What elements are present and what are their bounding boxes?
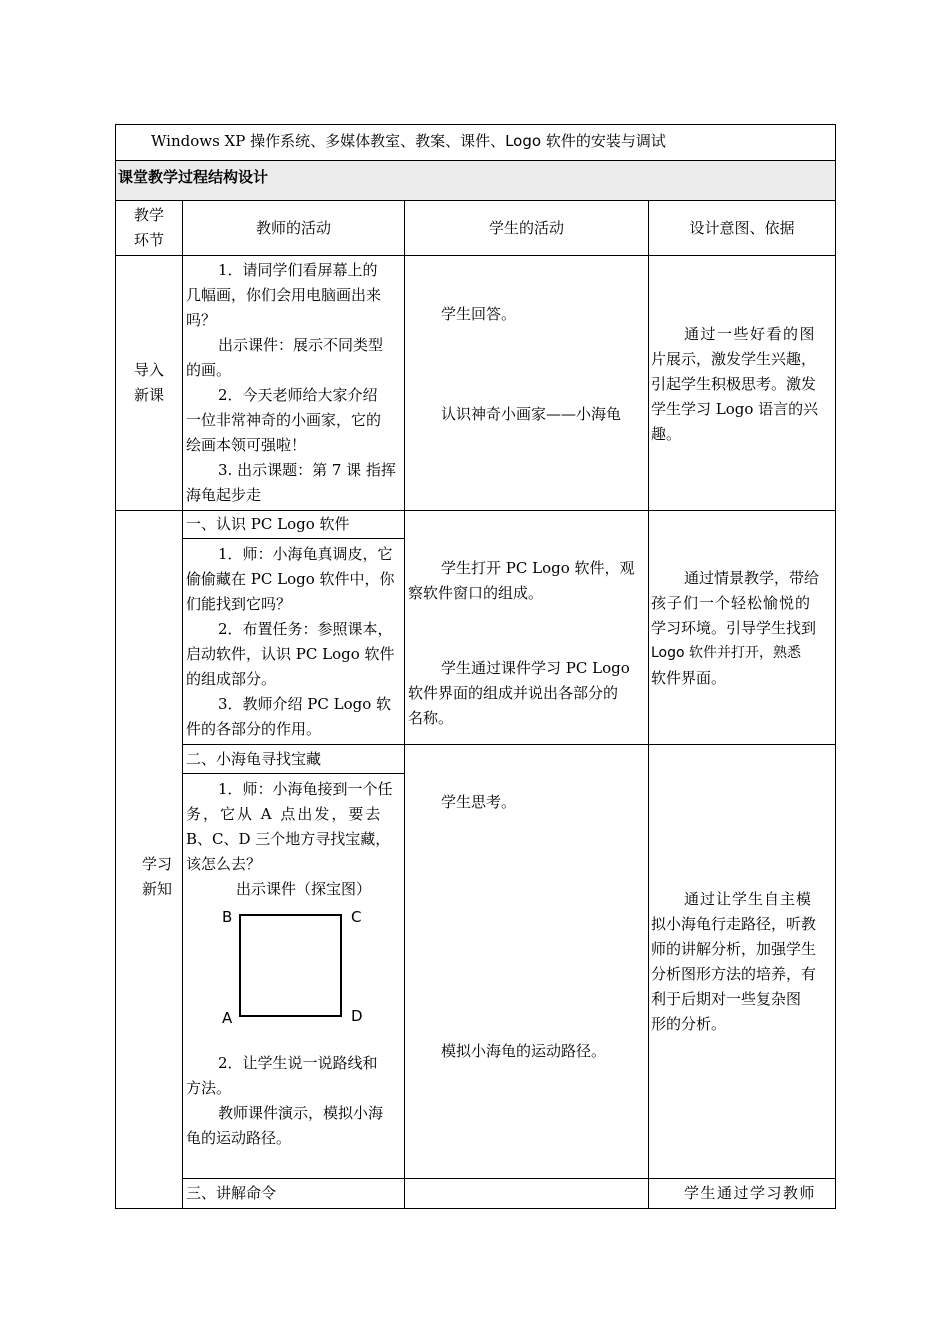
text-line: 1．师：小海龟接到一个任 [218, 780, 393, 798]
map-label-c: C [351, 908, 362, 926]
text-line: 方法。 [186, 1079, 232, 1097]
text-line: 吗？ [186, 311, 217, 329]
text-line: 师的讲解分析，加强学生 [651, 940, 817, 958]
text-line: 通过一些好看的图 [684, 325, 817, 343]
map-label-b: B [222, 908, 233, 926]
text-line: 学生打开 PC Logo 软件，观 [441, 559, 635, 577]
map-label-a: A [222, 1009, 233, 1027]
text-line: 2．今天老师给大家介绍 [218, 386, 378, 404]
section-title: 课堂教学过程结构设计 [118, 168, 269, 186]
text-line: 分析图形方法的培养，有 [651, 965, 817, 983]
text-line: 学生思考。 [441, 793, 517, 811]
text-line: 学生回答。 [441, 305, 517, 323]
treasure-map-diagram [218, 906, 368, 1031]
text-line: 学生学习 Logo 语言的兴 [651, 400, 819, 418]
text-line: 龟的运动路径。 [186, 1129, 292, 1147]
text-line: 3. 出示课题：第 7 课 指挥 [218, 461, 396, 479]
text-line: 拟小海龟行走路径，听教 [651, 915, 817, 933]
text-line: 务，它从 A 点出发，要去 [186, 805, 383, 823]
text-line: 出示课件：展示不同类型 [218, 336, 384, 354]
col-header-stage-line1: 教学 [133, 206, 164, 224]
text-line: 2．布置任务：参照课本， [218, 620, 393, 638]
stage-intro-line1: 导入 [133, 361, 164, 379]
text-line: 通过情景教学，带给 [684, 569, 820, 587]
text-line: 软件界面的组成并说出各部分的 [408, 684, 619, 702]
part1-heading: 一、认识 PC Logo 软件 [186, 515, 350, 533]
text-line: 趣。 [651, 425, 682, 443]
text-line: 形的分析。 [651, 1015, 727, 1033]
text-line: 1．师：小海龟真调皮，它 [218, 545, 393, 563]
text-line: 学习环境。引导学生找到 [651, 619, 817, 637]
stage-learn-line2: 新知 [141, 880, 172, 898]
text-line: 的组成部分。 [186, 670, 277, 688]
text-line: 的画。 [186, 361, 232, 379]
col-header-design: 设计意图、依据 [689, 219, 795, 237]
text-line: 孩子们一个轻松愉悦的 [651, 594, 812, 612]
environment-text [151, 129, 666, 154]
text-line: 片展示，激发学生兴趣， [651, 350, 817, 368]
text-line: 名称。 [408, 709, 454, 727]
stage-learn-line1: 学习 [141, 855, 172, 873]
treasure-map-square [239, 914, 342, 1017]
text-line: 几幅画，你们会用电脑画出来 [186, 286, 382, 304]
part3-heading: 三、讲解命令 [186, 1184, 277, 1202]
text-line: B、C、D 三个地方寻找宝藏， [186, 830, 391, 848]
text-line: 一位非常神奇的小画家，它的 [186, 411, 382, 429]
col-header-teacher: 教师的活动 [255, 219, 331, 237]
text-line: 件的各部分的作用。 [186, 720, 322, 738]
text-line: 出示课件（探宝图） [236, 880, 372, 898]
text-line: 偷偷藏在 PC Logo 软件中，你 [186, 570, 395, 588]
text-line: 模拟小海龟的运动路径。 [441, 1042, 607, 1060]
part3-design-intent: 学生通过学习教师 [684, 1184, 817, 1202]
text-line: 学生通过课件学习 PC Logo [441, 659, 630, 677]
text-line: 软件界面。 [651, 669, 727, 687]
col-header-student: 学生的活动 [488, 219, 564, 237]
text-line: 绘画本领可强啦！ [186, 436, 307, 454]
text-line: 察软件窗口的组成。 [408, 584, 544, 602]
text-line: Logo 软件并打开，熟悉 [651, 645, 802, 661]
part2-heading: 二、小海龟寻找宝藏 [186, 750, 322, 768]
text-line: 引起学生积极思考。激发 [651, 375, 817, 393]
text-line: 启动软件，认识 PC Logo 软件 [186, 645, 395, 663]
environment-text-logo: Logo [505, 132, 542, 150]
text-line: 1．请同学们看屏幕上的 [218, 261, 378, 279]
stage-intro-line2: 新课 [133, 386, 164, 404]
text-line: 海龟起步走 [186, 486, 262, 504]
text-line: 该怎么去？ [186, 855, 262, 873]
text-line: 利于后期对一些复杂图 [651, 990, 802, 1008]
environment-text-part1: Windows XP 操作系统、多媒体教室、教案、课件、 [151, 132, 506, 150]
map-label-d: D [351, 1007, 363, 1025]
text-line: 认识神奇小画家——小海龟 [441, 405, 622, 423]
environment-text-part2: 软件的安装与调试 [541, 132, 666, 150]
text-line: 教师课件演示，模拟小海 [218, 1104, 384, 1122]
text-line: 们能找到它吗？ [186, 595, 292, 613]
col-header-stage-line2: 环节 [133, 231, 164, 249]
text-line: 3．教师介绍 PC Logo 软 [218, 695, 392, 713]
text-line: 2．让学生说一说路线和 [218, 1054, 378, 1072]
text-line: 通过让学生自主模 [684, 890, 813, 908]
